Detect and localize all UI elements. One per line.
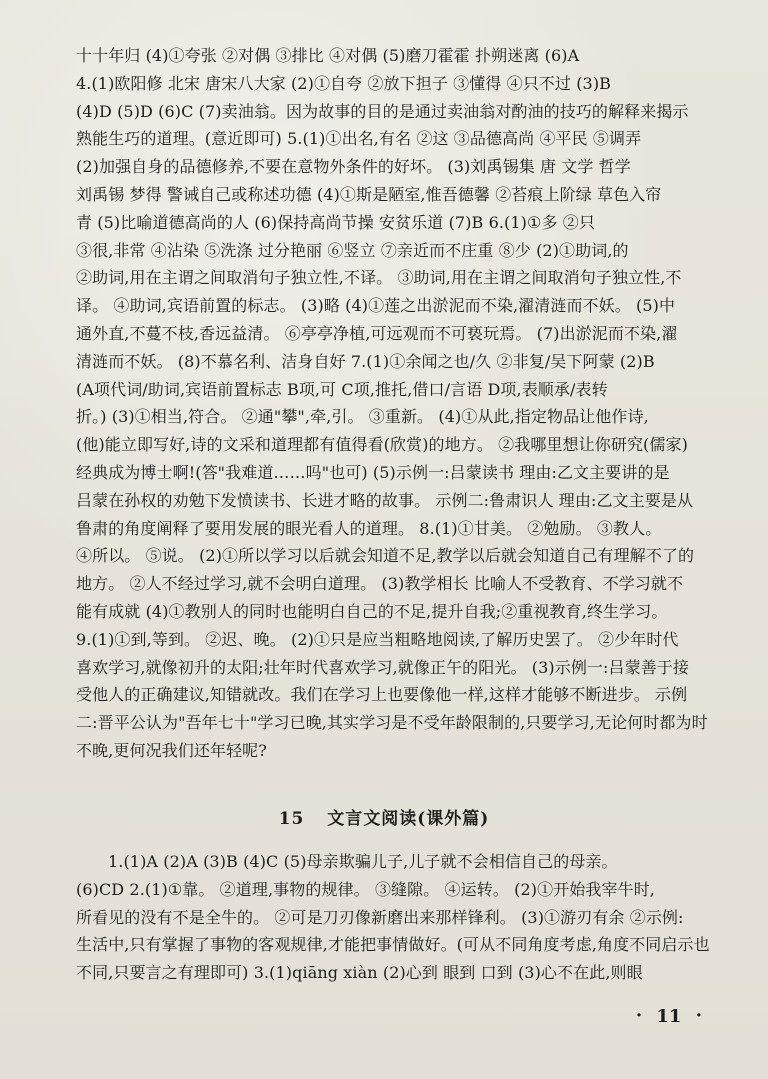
text-line: 喜欢学习,就像初升的太阳;壮年时代喜欢学习,就像正午的阳光。 (3)示例一:吕蒙善于接 — [76, 657, 690, 677]
lower-answer-text-block — [76, 848, 716, 987]
text-line: 1.(1)A (2)A (3)B (4)C (5)母亲欺骗儿子,儿子就不会相信自己的母亲。 — [108, 852, 618, 871]
page-number-right-dot: · — [695, 1005, 702, 1026]
text-line: 生活中,只有掌握了事物的客观规律,才能把事情做好。(可从不同角度考虑,角度不同启示也 — [76, 935, 710, 955]
text-line: 刘禹锡 梦得 警诫自己或称述功德 (4)①斯是陋室,惟吾德馨 ②苔痕上阶绿 草色入帘 — [76, 184, 662, 204]
text-line: 熟能生巧的道理。(意近即可) 5.(1)①出名,有名 ②这 ③品德高尚 ④平民 ⑤调弄 — [76, 129, 642, 149]
text-line: 二:晋平公认为"吾年七十"学习已晚,其实学习是不受年龄限制的,只要学习,无论何时都为时 — [76, 713, 708, 733]
text-line: 所看见的没有不是全牛的。 ②可是刀刃像新磨出来那样锋利。 (3)①游刃有余 ②示例: — [76, 907, 684, 927]
page-number-value: 11 — [656, 1006, 682, 1027]
text-line: 经典成为博士啊!(答"我难道……吗"也可) (5)示例一:吕蒙读书 理由:乙文主要讲的是 — [76, 462, 670, 482]
text-line: ②助词,用在主谓之间取消句子独立性,不译。 ③助词,用在主谓之间取消句子独立性,不 — [76, 268, 682, 288]
text-line: 不同,只要言之有理即可) 3.(1)qiāng xiàn (2)心到 眼到 口到 (3)心不在此,则眼 — [76, 963, 643, 983]
text-line: 鲁肃的角度阐释了要用发展的眼光看人的道理。 8.(1)①甘美。 ②勉励。 ③教人。 — [76, 518, 662, 538]
answer-text-block — [76, 42, 716, 765]
text-line: 4.(1)欧阳修 北宋 唐宋八大家 (2)①自夸 ②放下担子 ③懂得 ④只不过 (3)B — [76, 73, 612, 93]
text-line: (A项代词/助词,宾语前置标志 B项,可 C项,推托,借口/言语 D项,表顺承/表转 — [76, 379, 608, 399]
text-line: 吕蒙在孙权的劝勉下发愤读书、长进才略的故事。 示例二:鲁肃识人 理由:乙文主要是从 — [76, 490, 694, 510]
text-line: 9.(1)①到,等到。 ②迟、晚。 (2)①只是应当粗略地阅读,了解历史罢了。 ②少年时代 — [76, 629, 679, 649]
text-line: 译。 ④助词,宾语前置的标志。 (3)略 (4)①莲之出淤泥而不染,濯清涟而不妖。 (5)中 — [76, 296, 676, 316]
text-line: 地方。 ②人不经过学习,就不会明白道理。 (3)教学相长 比喻人不受教育、不学习就不 — [76, 574, 684, 594]
text-line: (6)CD 2.(1)①靠。 ②道理,事物的规律。 ③缝隙。 ④运转。 (2)①开始我宰牛时, — [76, 879, 655, 899]
text-line: 青 (5)比喻道德高尚的人 (6)保持高尚节操 安贫乐道 (7)B 6.(1)①多 ②只 — [76, 212, 595, 232]
section-heading — [0, 804, 768, 832]
section-title: 文言文阅读(课外篇) — [327, 809, 490, 829]
text-line: 清涟而不妖。 (8)不慕名利、洁身自好 7.(1)①余闻之也/久 ②非复/吴下阿蒙 (2)B — [76, 351, 655, 371]
text-line: 折。) (3)①相当,符合。 ②通"攀",牵,引。 ③重新。 (4)①从此,指定物品让他作诗, — [76, 407, 649, 427]
text-line: ③很,非常 ④沾染 ⑤洗涤 过分艳丽 ⑥竖立 ⑦亲近而不庄重 ⑧少 (2)①助词,的 — [76, 240, 629, 260]
text-line: 通外直,不蔓不枝,香远益清。 ⑥亭亭净植,可远观而不可亵玩焉。 (7)出淤泥而不染,濯 — [76, 323, 678, 343]
text-line: 不晚,更何况我们还年轻呢? — [76, 740, 267, 760]
text-line: ④所以。 ⑤说。 (2)①所以学习以后就会知道不足,教学以后就会知道自己有理解不了的 — [76, 546, 695, 566]
section-number: 15 — [278, 809, 305, 829]
text-line: 受他人的正确建议,知错就改。我们在学习上也要像他一样,这样才能够不断进步。 示例 — [76, 685, 688, 705]
page-number — [628, 1006, 710, 1027]
text-line: 能有成就 (4)①教别人的同时也能明白自己的不足,提升自我;②重视教育,终生学习。 — [76, 601, 668, 621]
text-line: (2)加强自身的品德修养,不要在意物外条件的好坏。 (3)刘禹锡集 唐 文学 哲学 — [76, 157, 631, 177]
page-number-left-dot: · — [635, 1005, 643, 1026]
text-line: 十十年归 (4)①夸张 ②对偶 ③排比 ④对偶 (5)磨刀霍霍 扑朔迷离 (6)A — [76, 46, 580, 65]
text-line: (他)能立即写好,诗的文采和道理都有值得看(欣赏)的地方。 ②我哪里想让你研究(儒家) — [76, 435, 688, 455]
text-line: (4)D (5)D (6)C (7)卖油翁。因为故事的目的是通过卖油翁对酌油的技巧的解释来揭示 — [76, 101, 689, 121]
